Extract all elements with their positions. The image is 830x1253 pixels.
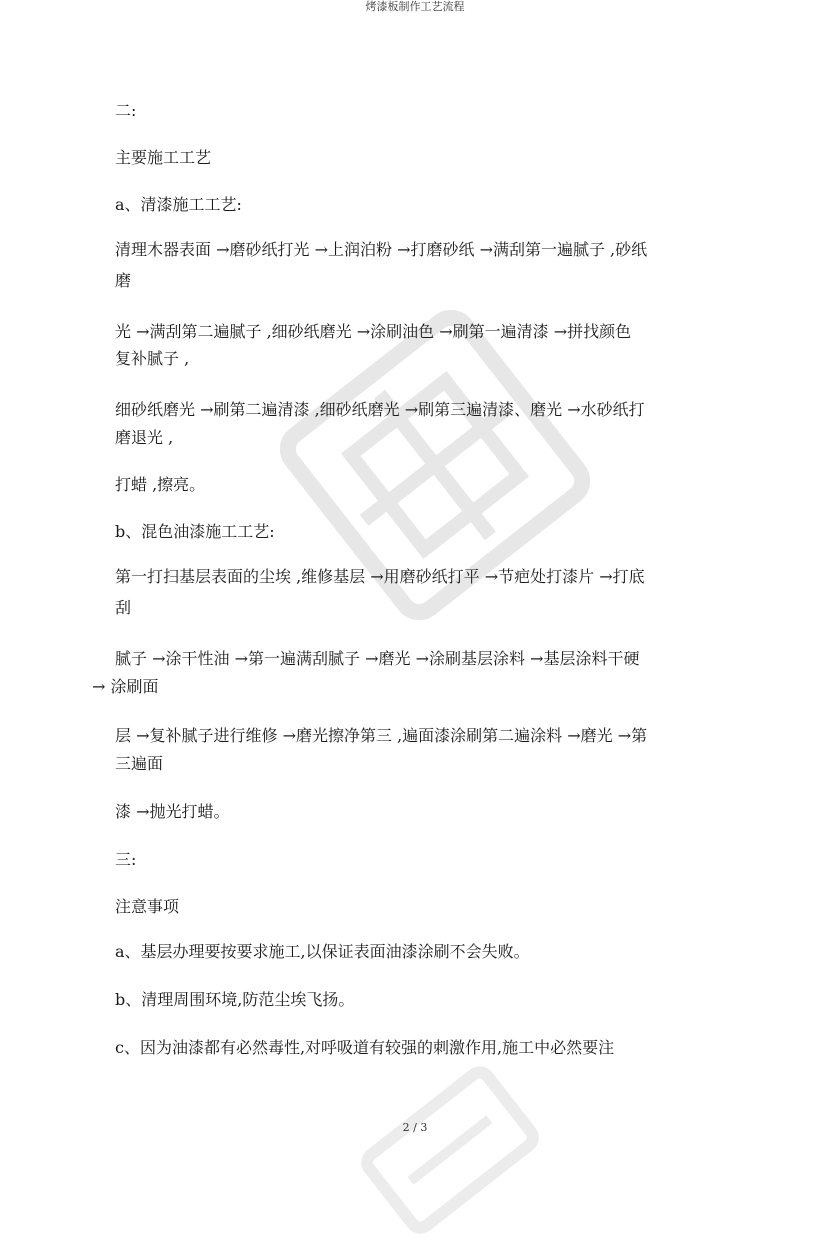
subsection-clear-lacquer: a、清漆施工工艺:	[115, 195, 242, 214]
paragraph-line: 复补腻子 ,	[115, 349, 190, 368]
section-title-notes: 注意事项	[115, 897, 180, 916]
paragraph-line: 细砂纸磨光 →刷第二遍清漆 ,细砂纸磨光 →刷第三遍清漆、磨光 →水砂纸打	[115, 400, 645, 419]
paragraph-line: 层 →复补腻子进行维修 →磨光擦净第三 ,遍面漆涂刷第二遍涂料 →磨光 →第	[115, 726, 648, 745]
note-item-c: c、因为油漆都有必然毒性,对呼吸道有较强的刺激作用,施工中必然要注	[115, 1038, 615, 1057]
paragraph-line: 光 →满刮第二遍腻子 ,细砂纸磨光 →涂刷油色 →刷第一遍清漆 →拼找颜色	[115, 322, 632, 341]
paragraph-line: 刮	[115, 598, 132, 617]
note-item-b: b、清理周围环境,防范尘埃飞扬。	[115, 990, 355, 1009]
paragraph-line: 三遍面	[115, 754, 164, 773]
paragraph-line: 磨退光 ,	[115, 428, 174, 447]
paragraph-line: → 涂刷面	[92, 677, 159, 696]
section-heading-two: 二:	[115, 101, 137, 120]
note-item-a: a、基层办理要按要求施工,以保证表面油漆涂刷不会失败。	[115, 942, 530, 961]
section-heading-three: 三:	[115, 850, 137, 869]
subsection-mixed-paint: b、混色油漆施工工艺:	[115, 522, 275, 541]
paragraph-line: 漆 →抛光打蜡。	[115, 802, 230, 821]
paragraph-line: 腻子 →涂干性油 →第一遍满刮腻子 →磨光 →涂刷基层涂料 →基层涂料干硬	[115, 649, 640, 668]
section-title-main-process: 主要施工工艺	[115, 148, 212, 167]
paragraph-line: 清理木器表面 →磨砂纸打光 →上润泊粉 →打磨砂纸 →满刮第一遍腻子 ,砂纸	[115, 240, 648, 259]
paragraph-line: 磨	[115, 271, 132, 290]
document-header-title: 烤漆板制作工艺流程	[365, 0, 465, 13]
paragraph-line: 第一打扫基层表面的尘埃 ,维修基层 →用磨砂纸打平 →节疤处打漆片 →打底	[115, 567, 645, 586]
paragraph-line: 打蜡 ,擦亮。	[115, 475, 206, 494]
watermark-fragment-icon	[342, 1047, 558, 1252]
page-number: 2 / 3	[402, 1121, 428, 1134]
